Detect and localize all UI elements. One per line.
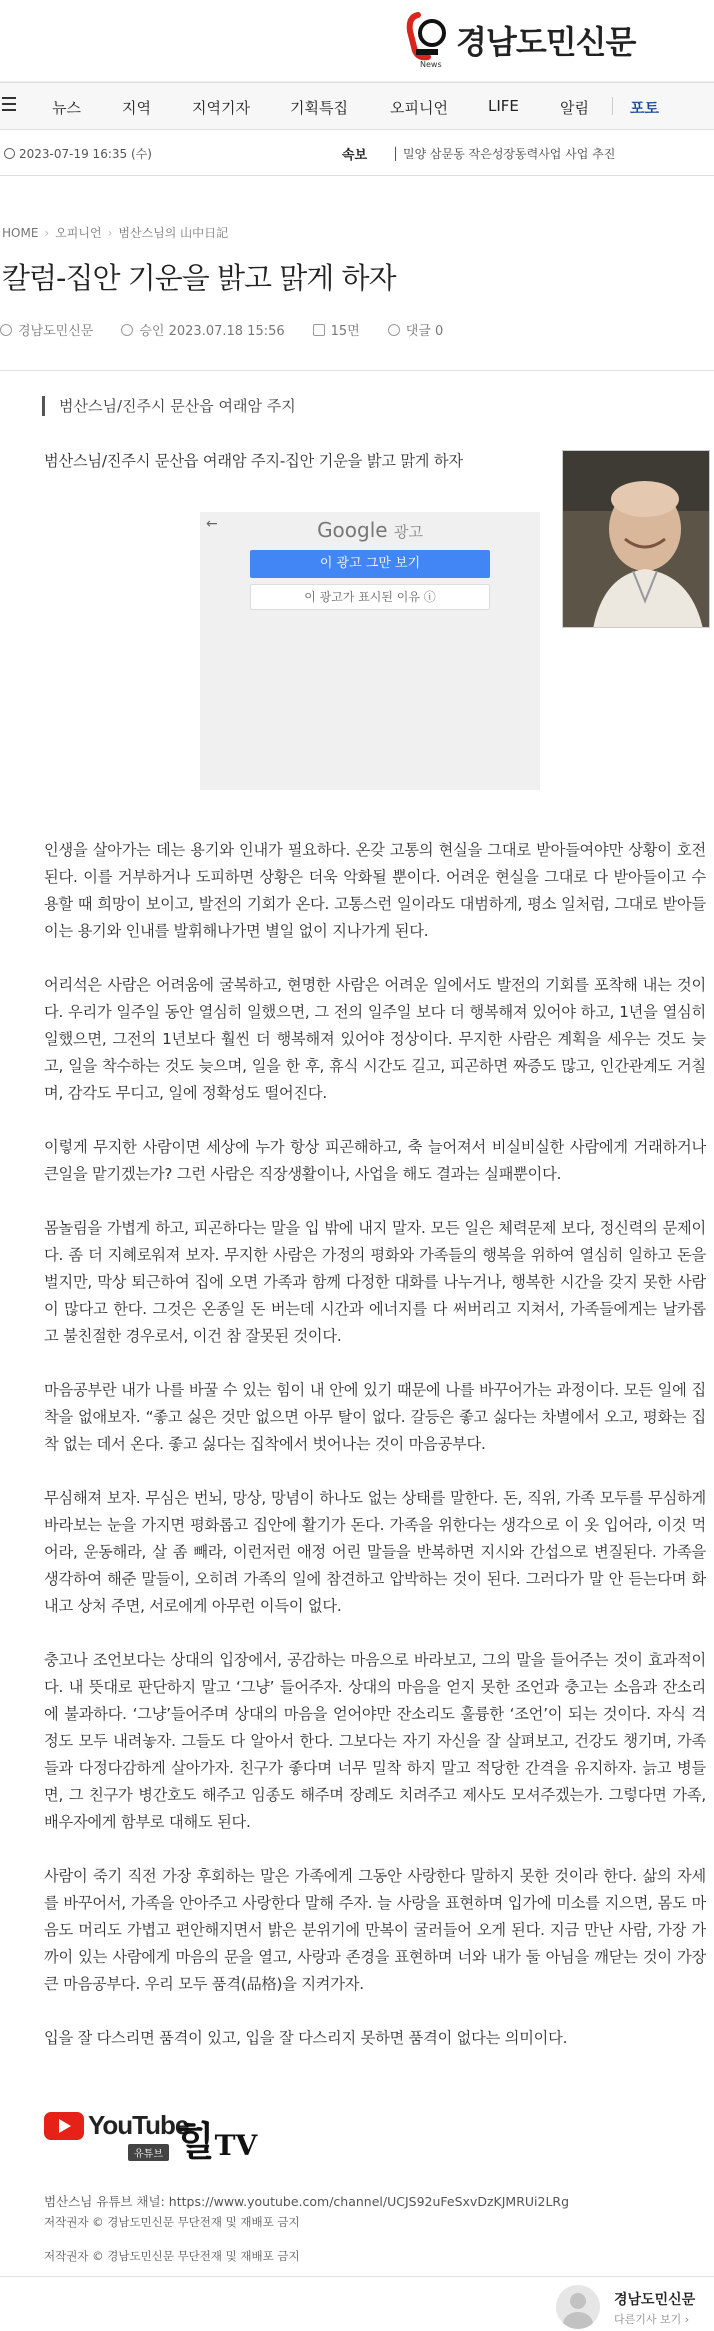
heal-tv-logo	[176, 2110, 257, 2167]
divider	[0, 370, 714, 371]
comment-count: 댓글 0	[405, 324, 444, 339]
page-icon	[313, 324, 325, 336]
breaking-news-link[interactable]: │ 밀양 삼문동 작은성장동력사업 사업 추진	[392, 147, 616, 161]
breadcrumb-separator: ›	[44, 225, 50, 240]
meta-author[interactable]	[0, 320, 93, 339]
svg-text:News: News	[420, 60, 442, 69]
breadcrumb-opinion[interactable]: 오피니언	[55, 226, 102, 240]
heal-text: 힐	[176, 2118, 215, 2165]
nav-item-news[interactable]: 뉴스	[52, 99, 81, 117]
article-footer	[44, 2110, 706, 2263]
article-paragraph: 몸놀림을 가볍게 하고, 피곤하다는 말을 입 밖에 내지 말자. 모든 일은 체력문제 보다, 정신력의 문제이다. 좀 더 지혜로워져 보자. 무지한 사람은 가정의 평화와 가족들의 행복을 위하여 열심히 일하고 돈을 벌지만, 막상 퇴근하여 집에 오면 가족과 함께 다정한 대화를 나누거나, 행복한 시간을 갖지 못한 사람이 많다고 한다. 그것은 온종일 돈 버는데 시간과 에너지를 다 써버리고 지쳐서, 가족들에게는 날카롭고 불친절한 경우로서, 이건 참 잘못된 것이다.	[44, 1219, 706, 1345]
breaking-news-text: 밀양 삼문동 작은성장동력사업 사업 추진	[403, 147, 616, 161]
nav-item-life[interactable]: LIFE	[488, 97, 519, 115]
copyright-notice-secondary: 저작권자 © 경남도민신문 무단전재 및 재배포 금지	[44, 2249, 300, 2263]
nav-item-photo[interactable]: 포토	[630, 99, 659, 117]
article-paragraph: 마음공부란 내가 나를 바꿀 수 있는 힘이 내 안에 있기 때문에 나를 바꾸어가는 과정이다. 모든 일에 집착을 없애보자. “좋고 싫은 것만 없으면 아무 탈이 없다. 갈등은 좋고 싫다는 차별에서 오고, 평화는 집착 없는 데서 온다. 좋고 싫다는 집착에서 벗어나는 것이 마음공부다.	[44, 1381, 706, 1453]
tv-text: TV	[214, 2129, 258, 2162]
ad-why-button[interactable]: 이 광고가 표시된 이유 ⓘ	[250, 584, 490, 610]
more-articles-text: 다른기사 보기	[614, 2313, 682, 2326]
logo-mark-icon	[404, 11, 450, 69]
nav-item-region[interactable]: 지역	[122, 99, 151, 117]
meta-approved	[121, 320, 284, 339]
info-bar	[0, 130, 714, 176]
nav-item-special[interactable]: 기획특집	[290, 99, 348, 117]
youtube-logo-row	[44, 2110, 706, 2180]
article-paragraph: 충고나 조언보다는 상대의 입장에서, 공감하는 마음으로 바라보고, 그의 말을 들어주는 것이 효과적이다. 내 뜻대로 판단하지 말고 ‘그냥’ 들어주자. 상대의 마음을 얻지 못한 조언과 충고는 소음과 잔소리에 불과하다. ‘그냥’들어주며 상대의 마음을 얻어야만 잔소리도 훌륭한 ‘조언’이 되는 것이다. 자식 걱정도 모두 내려놓자. 그들도 다 알아서 한다. 그보다는 자기 자신을 잘 살펴보고, 건강도 챙기며, 가족들과 다정다감하게 살아가자. 친구가 좋다며 너무 밀착 하지 말고 적당한 간격을 유지하자. 늙고 병들면, 그 친구가 병간호도 해주고 임종도 해주며 장례도 치려주고 제사도 모셔주겠는가. 그렇다면 가족, 배우자에게 함부로 대해도 된다.	[44, 1651, 706, 1831]
nav-item-region-reporter[interactable]: 지역기자	[192, 99, 250, 117]
reporter-name: 경남도민신문	[614, 2292, 696, 2308]
article-paragraph: 이렇게 무지한 사람이면 세상에 누가 항상 피곤해하고, 축 늘어져서 비실비실한 사람에게 거래하거나 큰일을 맡기겠는가? 그런 사람은 직장생활이나, 사업을 해도 결과는 실패뿐이다.	[44, 1138, 706, 1183]
youtube-text: YouTube	[88, 2110, 189, 2140]
article-meta	[0, 320, 471, 339]
breadcrumb-column[interactable]: 범산스님의 山中日記	[118, 226, 229, 240]
article-paragraph: 범산스님/진주시 문산읍 여래암 주지-집안 기운을 밝고 맑게 하자	[44, 452, 463, 470]
breadcrumb-home[interactable]: HOME	[2, 225, 39, 240]
youtube-badge: 유튜브	[128, 2144, 169, 2161]
site-logo[interactable]	[404, 10, 704, 70]
article-paragraph: 인생을 살아가는 데는 용기와 인내가 필요하다. 온갖 고통의 현실을 그대로 받아들여야만 상황이 호전된다. 이를 거부하거나 도피하면 상황은 더욱 악화될 뿐이다. 어려운 현실을 그대로 다 받아들이고 수용할 때 희망이 보이고, 발전의 기회가 온다. 고통스런 일이라도 대범하게, 평소 일처럼, 그대로 받아들이는 용기와 인내를 발휘해나가면 별일 없이 지나가게 된다.	[44, 841, 706, 940]
article-paragraph: 어리석은 사람은 어려움에 굴복하고, 현명한 사람은 어려운 일에서도 발전의 기회를 포착해 내는 것이다. 우리가 일주일 동안 열심히 일했으면, 그 전의 일주일 보다 더 행복해져 있어야 하고, 1년을 열심히 일했으면, 그전의 1년보다 훨씬 더 행복해져 있어야 정상이다. 무지한 사람은 계획을 세우는 것도 늦고, 일을 착수하는 것도 늦으며, 일을 한 후, 휴식 시간도 길고, 피곤하면 짜증도 많고, 인간관계도 거칠며, 감각도 무디고, 일에 정확성도 떨어진다.	[44, 976, 706, 1102]
paragraph-wrap	[44, 502, 706, 945]
article-title: 칼럼-집안 기운을 밝고 맑게 하자	[2, 261, 396, 295]
comment-icon	[388, 324, 400, 336]
article-subhead: 범산스님/진주시 문산읍 여래암 주지	[42, 396, 296, 416]
article-paragraph: 사람이 죽기 직전 가장 후회하는 말은 가족에게 그동안 사랑한다 말하지 못한 것이라 한다. 삶의 자세를 바꾸어서, 가족을 안아주고 사랑한다 말해 주자. 늘 사랑을 표현하며 입가에 미소를 지으면, 몸도 마음도 머리도 가볍고 편안해지면서 밝은 분위기에 만복이 굴러들어 오게 된다. 지금 만난 사람, 가장 가까이 있는 사람에게 마음의 문을 열고, 사랑과 존경을 표현하며 너와 내가 둘 아님을 깨닫는 것이 가장 큰 마음공부다. 우리 모두 품격(品格)을 지켜가자.	[44, 1867, 706, 1993]
reporter-bar	[0, 2276, 714, 2331]
nav-item-notice[interactable]: 알림	[560, 99, 589, 117]
approved-date: 승인 2023.07.18 15:56	[139, 324, 285, 339]
logo-text: 경남도민신문	[456, 23, 636, 61]
author-name: 경남도민신문	[18, 324, 94, 339]
ad-text: 광고	[393, 523, 423, 541]
ad-stop-button[interactable]: 이 광고 그만 보기	[250, 550, 490, 578]
avatar	[556, 2285, 600, 2329]
article-paragraph: 입을 잘 다스리면 품격이 있고, 입을 잘 다스리지 못하면 품격이 없다는 의미이다.	[44, 2029, 568, 2047]
youtube-logo[interactable]	[44, 2110, 188, 2141]
user-icon	[0, 324, 12, 336]
date-text: 2023-07-19 16:35 (수)	[19, 147, 152, 161]
article-body	[44, 448, 706, 2079]
float-spacer-left	[44, 502, 194, 837]
more-articles-link[interactable]: 다른기사 보기 ›	[614, 2313, 690, 2326]
youtube-play-icon	[44, 2112, 84, 2140]
logo-bar	[0, 0, 714, 82]
article-paragraph: 무심해져 보자. 무심은 번뇌, 망상, 망념이 하나도 없는 상태를 말한다. 돈, 직위, 가족 모두를 무심하게 바라보는 눈을 가지면 평화롭고 집안에 활기가 돈다. 가족을 위한다는 생각으로 이 옷 입어라, 이것 먹어라, 운동해라, 살 좀 빼라, 이런저런 애정 어린 말들을 반복하면 지시와 간섭으로 변질된다. 가족을 생각하여 해준 말들이, 오히려 가족의 일에 참견하고 압박하는 것이 된다. 그러다가 말 안 듣는다며 화내고 상처 주면, 서로에게 아무런 이득이 없다.	[44, 1489, 706, 1615]
current-date	[4, 145, 152, 162]
ad-back-arrow-icon[interactable]: ←	[206, 516, 218, 532]
nav-divider	[612, 97, 613, 115]
clock-icon	[121, 324, 133, 336]
google-text: Google	[317, 518, 388, 542]
float-spacer-right	[194, 502, 714, 837]
meta-page	[313, 320, 360, 339]
youtube-channel-link[interactable]: 범산스님 유튜브 채널: https://www.youtube.com/channel/UCJS92uFeSxvDzKJMRUi2LRg	[44, 2194, 570, 2209]
breaking-label: 속보	[342, 148, 368, 163]
main-nav	[0, 82, 714, 130]
hamburger-menu-icon[interactable]	[2, 97, 16, 113]
page-number: 15면	[330, 324, 360, 339]
nav-item-opinion[interactable]: 오피니언	[390, 99, 448, 117]
meta-comments[interactable]	[388, 320, 444, 339]
clock-icon	[4, 148, 15, 159]
breadcrumb-separator: ›	[107, 225, 113, 240]
copyright-notice: 저작권자 © 경남도민신문 무단전재 및 재배포 금지	[44, 2215, 300, 2229]
breadcrumb	[0, 224, 234, 241]
